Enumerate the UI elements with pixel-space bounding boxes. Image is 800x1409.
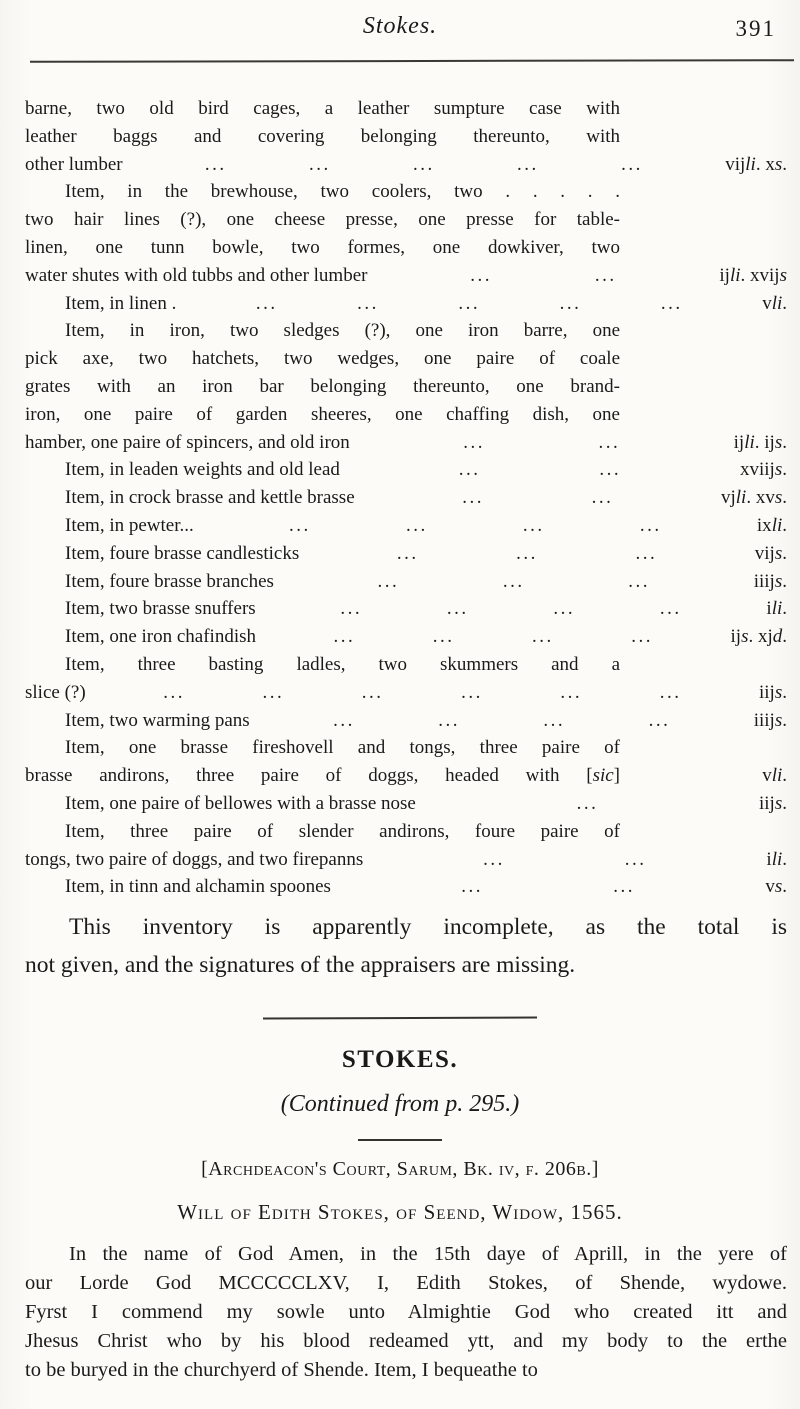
inventory-line [25,178,787,206]
item-text: leather baggs and covering belonging thereunto, with [25,125,620,147]
source-reference: [Archdeacon's Court, Sarum, Bk. iv, f. 206b.] [201,1158,599,1181]
inventory-line [25,401,787,429]
inventory-line [25,151,787,179]
dot-leaders: ... ... ... ... ... [255,292,683,314]
item-text: Item, three basting ladles, two skummers and a [65,653,620,675]
section-divider [263,1017,537,1020]
item-text: brasse andirons, three paire of doggs, headed with [sic] [25,765,620,787]
item-text: Item, foure brasse candlesticks [65,542,300,564]
running-head [0,0,800,64]
inventory-line [25,595,787,623]
item-text: tongs, two paire of doggs, and two firepanns [25,848,364,870]
will-paragraph-line: Fyrst I commend my sowle unto Almightie God who created itt and [25,1301,787,1324]
item-text: Item, in the brewhouse, two coolers, two . . . . . [65,181,620,203]
inventory-line [25,95,787,123]
item-amount: ijs. xjd. [730,626,787,648]
dot-leaders: ... ... ... [377,570,651,592]
item-text: Item, in leaden weights and old lead [65,459,340,481]
inventory-line [25,734,787,762]
item-text: grates with an iron bar belonging thereunto, one brand- [25,375,620,397]
dot-leaders: ... ... [463,431,621,453]
dot-leaders: ... ... ... ... [333,709,671,731]
item-amount: vli. [762,292,787,314]
will-paragraph [25,1240,787,1385]
dot-leaders: ... ... ... [396,542,658,564]
closing-note-line: This inventory is apparently incomplete, as the total is [69,914,787,941]
inventory-line [25,123,787,151]
item-amount: iiijs. [753,570,787,592]
dot-leaders: ... ... [461,876,636,898]
item-text: Item, foure brasse branches [65,570,274,592]
item-text: Item, in linen . [65,292,177,314]
item-text: water shutes with old tubbs and other lumber [25,264,368,286]
dot-leaders: ... ... ... ... [340,598,682,620]
inventory-line [25,484,787,512]
item-text: Item, in tinn and alchamin spoones [65,876,331,898]
item-text: slice (?) [25,681,86,703]
inventory-line [25,345,787,373]
item-text: Item, two warming pans [65,709,250,731]
inventory-line [25,873,787,901]
inventory-line [25,818,787,846]
inventory-list [25,95,787,901]
will-paragraph-line: Jhesus Christ who by his blood redeamed ytt, and my body to the erthe [25,1330,787,1353]
will-paragraph-line: our Lorde God MCCCCCLXV, I, Edith Stokes, of Shende, wydowe. [25,1272,787,1295]
will-paragraph-line: In the name of God Amen, in the 15th daye of Aprill, in the yere of [69,1243,787,1266]
item-amount: xviijs. [740,459,787,481]
inventory-line [25,456,787,484]
inventory-line [25,206,787,234]
inventory-line [25,762,787,790]
dot-leaders: ... ... [470,264,617,286]
will-heading: Will of Edith Stokes, of Seend, Widow, 1565. [177,1200,623,1225]
inventory-line [25,790,787,818]
inventory-line [25,234,787,262]
item-text: barne, two old bird cages, a leather sumpture case with [25,98,620,119]
item-text: hamber, one paire of spincers, and old iron [25,431,350,453]
inventory-line [25,262,787,290]
inventory-line [25,540,787,568]
item-text: two hair lines (?), one cheese presse, one presse for table- [25,209,620,231]
item-amount: ili. [766,598,787,620]
item-text: Item, three paire of slender andirons, foure paire of [65,820,620,842]
inventory-line [25,846,787,874]
item-amount: vijs. [754,542,787,564]
item-text: Item, one iron chafindish [65,626,257,648]
inventory-line [25,679,787,707]
item-amount: vs. [765,876,787,898]
header-rule [30,59,794,63]
running-title: Stokes. [362,13,438,39]
item-amount: ili. [766,848,787,870]
inventory-line [25,707,787,735]
item-amount: vijli. xs. [725,153,787,175]
item-text: Item, in pewter... [65,514,194,536]
item-text: Item, in iron, two sledges (?), one iron barre, one [65,320,620,342]
inventory-line [25,429,787,457]
closing-note [25,908,787,984]
item-amount: iiijs. [753,709,787,731]
item-text: other lumber [25,153,123,175]
section-subtitle: (Continued from p. 295.) [280,1091,520,1118]
item-amount: ijli. xvijs [719,264,787,286]
section-title: STOKES. [341,1046,459,1074]
dot-leaders: ... ... ... ... ... [204,153,643,175]
item-amount: vli. [762,765,787,787]
item-amount: vjli. xvs. [721,487,787,509]
item-text: Item, two brasse snuffers [65,598,256,620]
inventory-line [25,373,787,401]
dot-leaders: ... ... [458,459,622,481]
small-divider [358,1139,442,1141]
dot-leaders: ... ... [483,848,647,870]
item-amount: iijs. [759,792,787,814]
dot-leaders: ... ... ... ... [288,514,662,536]
dot-leaders: ... ... ... ... [333,626,653,648]
item-text: Item, in crock brasse and kettle brasse [65,487,355,509]
item-text: pick axe, two hatchets, two wedges, one paire of coale [25,348,620,370]
item-text: Item, one paire of bellowes with a brasse nose [65,792,416,814]
item-amount: ijli. ijs. [733,431,787,453]
dot-leaders: ... [576,792,599,814]
dot-leaders: ... ... ... ... ... ... [163,681,682,703]
inventory-line [25,651,787,679]
will-paragraph-line: to be buryed in the churchyerd of Shende. Item, I bequeathe to [25,1359,538,1382]
item-text: iron, one paire of garden sheeres, one chaffing dish, one [25,403,620,425]
inventory-line [25,512,787,540]
dot-leaders: ... ... [462,487,614,509]
item-text: linen, one tunn bowle, two formes, one dowkiver, two [25,236,620,258]
inventory-line [25,317,787,345]
page-number: 391 [735,16,776,41]
item-amount: iijs. [759,681,787,703]
item-amount: ixli. [756,514,787,536]
closing-note-line: not given, and the signatures of the appraisers are missing. [25,952,576,979]
inventory-line [25,623,787,651]
inventory-line [25,290,787,318]
inventory-line [25,568,787,596]
item-text: Item, one brasse fireshovell and tongs, three paire of [65,737,620,759]
